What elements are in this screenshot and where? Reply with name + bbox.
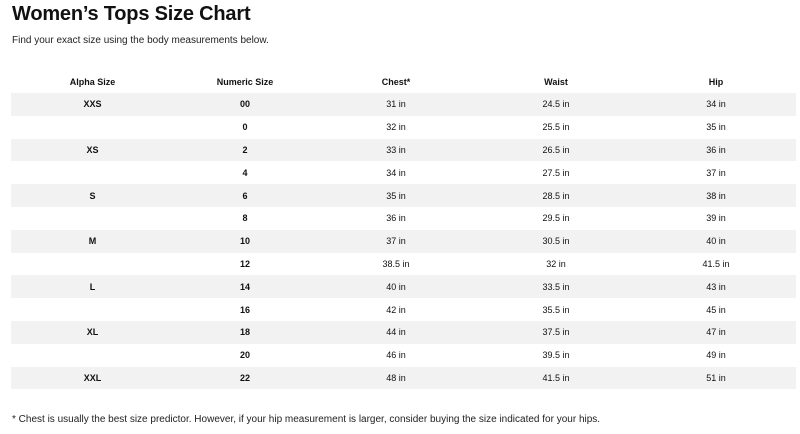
cell-waist: 30.5 in (476, 230, 636, 253)
cell-hip: 43 in (636, 275, 796, 298)
table-body (11, 93, 796, 389)
table-row (11, 139, 796, 162)
page-title: Women’s Tops Size Chart (12, 3, 251, 25)
cell-hip: 39 in (706, 213, 726, 224)
header-numeric-size: Numeric Size (216, 77, 274, 87)
table-row (11, 321, 796, 344)
table-row (11, 253, 796, 276)
cell-waist: 29.5 in (542, 213, 570, 224)
cell-alpha-size: XS (11, 139, 174, 162)
cell-alpha-size: XL (11, 321, 174, 344)
cell-alpha-size (11, 207, 174, 230)
cell-waist: 35.5 in (542, 304, 570, 315)
cell-alpha-size: M (11, 230, 174, 253)
cell-waist: 39.5 in (542, 350, 570, 361)
cell-waist: 28.5 in (476, 184, 636, 207)
cell-chest: 44 in (316, 321, 476, 344)
cell-numeric-size: 22 (174, 367, 316, 390)
cell-hip: 47 in (636, 321, 796, 344)
cell-waist: 24.5 in (476, 93, 636, 116)
table-row (11, 93, 796, 116)
cell-chest: 35 in (316, 184, 476, 207)
cell-numeric-size: 0 (242, 122, 248, 133)
cell-hip: 45 in (706, 304, 726, 315)
cell-hip: 51 in (636, 367, 796, 390)
cell-waist: 27.5 in (542, 167, 570, 178)
cell-waist: 37.5 in (476, 321, 636, 344)
cell-chest: 32 in (386, 122, 406, 133)
cell-hip: 36 in (636, 139, 796, 162)
cell-alpha-size (11, 253, 174, 276)
cell-numeric-size: 12 (239, 258, 250, 269)
cell-hip: 37 in (706, 167, 726, 178)
cell-hip: 49 in (706, 350, 726, 361)
cell-chest: 40 in (316, 275, 476, 298)
cell-chest: 34 in (386, 167, 406, 178)
cell-hip: 41.5 in (702, 258, 730, 269)
cell-waist: 41.5 in (476, 367, 636, 390)
table-row (11, 207, 796, 230)
header-chest: Chest* (381, 77, 411, 87)
table-row (11, 230, 796, 253)
cell-numeric-size: 14 (174, 275, 316, 298)
cell-alpha-size: L (11, 275, 174, 298)
header-hip: Hip (708, 77, 724, 87)
cell-chest: 33 in (316, 139, 476, 162)
cell-alpha-size (11, 161, 174, 184)
table-row (11, 116, 796, 139)
cell-numeric-size: 20 (239, 350, 250, 361)
cell-chest: 36 in (386, 213, 406, 224)
cell-waist: 26.5 in (476, 139, 636, 162)
cell-numeric-size: 2 (174, 139, 316, 162)
table-row (11, 298, 796, 321)
header-alpha-size: Alpha Size (69, 77, 116, 87)
cell-chest: 38.5 in (382, 258, 410, 269)
table-row (11, 161, 796, 184)
cell-alpha-size (11, 116, 174, 139)
cell-numeric-size: 10 (174, 230, 316, 253)
cell-chest: 48 in (316, 367, 476, 390)
cell-numeric-size: 18 (174, 321, 316, 344)
cell-numeric-size: 6 (174, 184, 316, 207)
cell-numeric-size: 00 (174, 93, 316, 116)
cell-waist: 25.5 in (542, 122, 570, 133)
cell-chest: 37 in (316, 230, 476, 253)
cell-chest: 42 in (386, 304, 406, 315)
table-row (11, 275, 796, 298)
table-row (11, 344, 796, 367)
table-row (11, 184, 796, 207)
cell-alpha-size (11, 344, 174, 367)
page-subtitle: Find your exact size using the body measurements below. (12, 35, 269, 46)
cell-hip: 35 in (706, 122, 726, 133)
footnote: * Chest is usually the best size predictor. However, if your hip measurement is larger, consider buying the size indicated for your hips. (12, 414, 601, 425)
cell-waist: 32 in (546, 258, 566, 269)
cell-alpha-size (11, 298, 174, 321)
cell-numeric-size: 8 (242, 213, 248, 224)
cell-waist: 33.5 in (476, 275, 636, 298)
cell-numeric-size: 16 (239, 304, 250, 315)
cell-alpha-size: XXS (11, 93, 174, 116)
cell-alpha-size: S (11, 184, 174, 207)
table-row (11, 367, 796, 390)
cell-chest: 46 in (386, 350, 406, 361)
size-chart-table (11, 71, 796, 389)
table-header-row (11, 71, 796, 93)
header-waist: Waist (544, 77, 568, 87)
cell-chest: 31 in (316, 93, 476, 116)
cell-hip: 38 in (636, 184, 796, 207)
cell-hip: 34 in (636, 93, 796, 116)
cell-numeric-size: 4 (242, 167, 248, 178)
cell-alpha-size: XXL (11, 367, 174, 390)
cell-hip: 40 in (636, 230, 796, 253)
